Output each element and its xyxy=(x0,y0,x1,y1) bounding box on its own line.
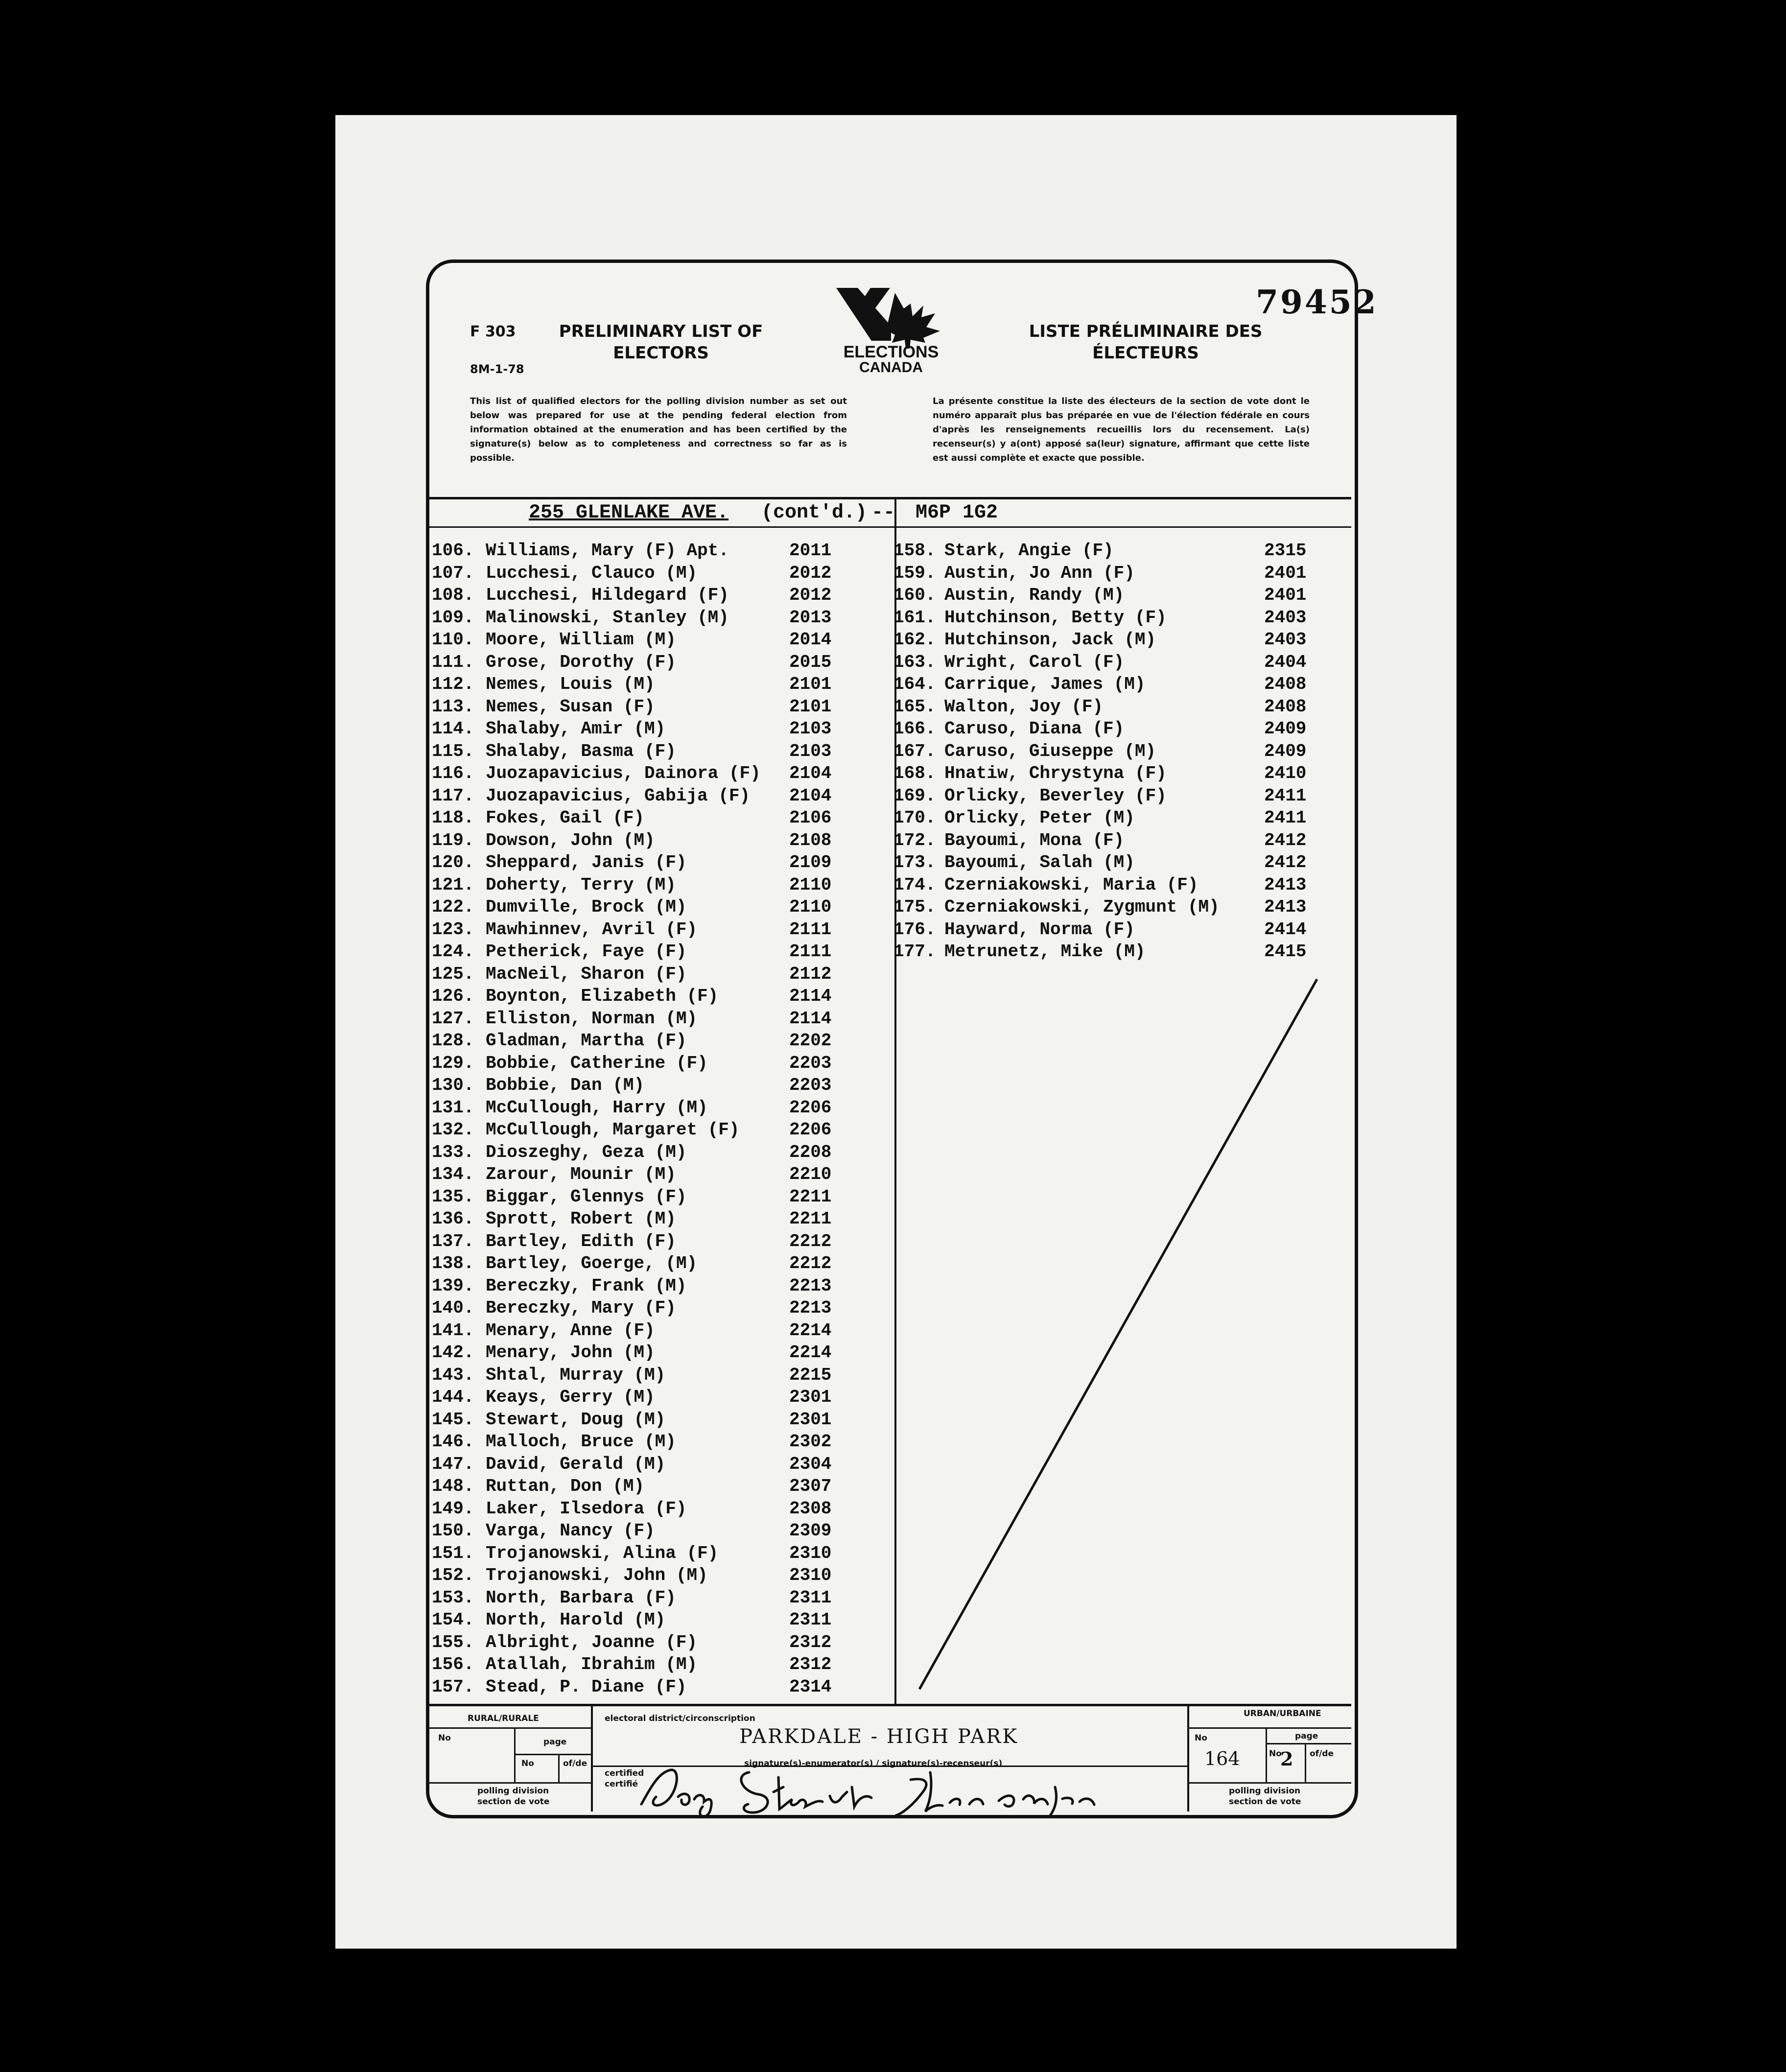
elector-apartment: 2311 xyxy=(789,1587,832,1608)
street-underline-rule xyxy=(429,526,1351,528)
elector-name: Ruttan, Don (M) xyxy=(486,1476,645,1496)
elector-name: Fokes, Gail (F) xyxy=(486,808,645,828)
elector-apartment: 2104 xyxy=(789,763,832,783)
footer-rule-1 xyxy=(429,1727,591,1729)
elector-apartment: 2112 xyxy=(789,964,832,984)
elector-apartment: 2414 xyxy=(1264,919,1307,940)
elector-apartment: 2304 xyxy=(789,1454,832,1474)
elector-apartment: 2403 xyxy=(1264,607,1307,628)
elector-apartment: 2110 xyxy=(789,874,832,895)
elector-apartment: 2311 xyxy=(789,1610,832,1630)
elector-apartment: 2104 xyxy=(789,785,832,806)
elector-name: Keays, Gerry (M) xyxy=(486,1387,655,1407)
polling-division-number: 164 xyxy=(1204,1748,1240,1769)
elector-apartment: 2312 xyxy=(789,1632,832,1652)
elector-number: 135. xyxy=(432,1186,474,1207)
elector-number: 149. xyxy=(432,1498,474,1519)
elector-number: 118. xyxy=(432,808,474,828)
elector-number: 134. xyxy=(432,1164,474,1184)
logo-x-mark xyxy=(836,288,891,341)
rural-page-no-label: No xyxy=(521,1759,534,1768)
elector-apartment: 2404 xyxy=(1264,652,1307,672)
elector-apartment: 2214 xyxy=(789,1320,832,1341)
elector-number: 113. xyxy=(432,696,474,717)
urban-page-label: page xyxy=(1295,1731,1318,1741)
urban-page-no-label: No xyxy=(1269,1749,1282,1759)
elector-name: Stead, P. Diane (F) xyxy=(486,1676,687,1697)
elector-name: Sprott, Robert (M) xyxy=(486,1209,676,1229)
logo-line2: CANADA xyxy=(859,359,923,376)
elector-number: 176. xyxy=(893,919,936,940)
title-fr-line2: ÉLECTEURS xyxy=(1092,343,1199,363)
elector-apartment: 2212 xyxy=(789,1231,832,1251)
elector-apartment: 2013 xyxy=(789,607,832,628)
elector-apartment: 2408 xyxy=(1264,674,1307,694)
elector-number: 117. xyxy=(432,785,474,806)
elector-number: 120. xyxy=(432,852,474,872)
elector-name: Dioszeghy, Geza (M) xyxy=(486,1142,687,1162)
elector-name: Elliston, Norman (M) xyxy=(486,1008,698,1029)
elector-apartment: 2015 xyxy=(789,652,832,672)
elector-apartment: 2301 xyxy=(789,1387,832,1407)
elector-apartment: 2415 xyxy=(1264,942,1307,962)
elector-name: Zarour, Mounir (M) xyxy=(486,1164,676,1184)
elector-number: 116. xyxy=(432,763,474,783)
elector-name: Hnatiw, Chrystyna (F) xyxy=(944,763,1167,783)
elector-apartment: 2106 xyxy=(789,808,832,828)
elector-name: Grose, Dorothy (F) xyxy=(486,652,676,672)
elector-name: Caruso, Giuseppe (M) xyxy=(944,741,1156,761)
footer-divider-5 xyxy=(1266,1727,1267,1782)
elector-apartment: 2409 xyxy=(1264,741,1307,761)
elector-apartment: 2101 xyxy=(789,674,832,694)
list-bottom-rule xyxy=(429,1704,1351,1706)
elector-apartment: 2210 xyxy=(789,1164,832,1184)
elector-apartment: 2109 xyxy=(789,852,832,872)
form-code: F 303 xyxy=(470,323,516,340)
elector-apartment: 2410 xyxy=(1264,763,1307,783)
rural-section-label: section de vote xyxy=(477,1797,550,1807)
elector-number: 161. xyxy=(893,607,936,628)
elector-name: Mawhinnev, Avril (F) xyxy=(486,919,698,940)
elector-apartment: 2114 xyxy=(789,986,832,1006)
elector-number: 126. xyxy=(432,986,474,1006)
elector-apartment: 2203 xyxy=(789,1075,832,1095)
elector-number: 177. xyxy=(893,942,936,962)
elector-name: Austin, Randy (M) xyxy=(944,585,1125,605)
elector-name: Lucchesi, Hildegard (F) xyxy=(486,585,729,605)
elector-number: 140. xyxy=(432,1298,474,1318)
elector-number: 136. xyxy=(432,1209,474,1229)
logo-line1: ELECTIONS xyxy=(843,343,939,361)
urban-no-label: No xyxy=(1195,1733,1207,1743)
elector-apartment: 2401 xyxy=(1264,585,1307,605)
elector-number: 158. xyxy=(893,541,936,561)
urban-of-label: of/de xyxy=(1310,1749,1334,1759)
elector-number: 131. xyxy=(432,1097,474,1118)
elector-name: Lucchesi, Clauco (M) xyxy=(486,563,698,583)
enumerator-signatures xyxy=(636,1758,1126,1826)
elector-name: McCullough, Harry (M) xyxy=(486,1097,708,1118)
elector-name: Biggar, Glennys (F) xyxy=(486,1186,687,1207)
elector-number: 127. xyxy=(432,1008,474,1029)
elector-name: Hutchinson, Jack (M) xyxy=(944,630,1156,650)
elector-number: 112. xyxy=(432,674,474,694)
elector-name: Carrique, James (M) xyxy=(944,674,1146,694)
title-english xyxy=(548,321,774,364)
elector-number: 172. xyxy=(893,830,936,850)
postal-code: M6P 1G2 xyxy=(916,502,998,524)
elector-name: Shalaby, Amir (M) xyxy=(486,719,666,739)
elector-apartment: 2114 xyxy=(789,1008,832,1029)
elector-apartment: 2101 xyxy=(789,696,832,717)
elector-number: 146. xyxy=(432,1432,474,1452)
elector-apartment: 2014 xyxy=(789,630,832,650)
elector-apartment: 2012 xyxy=(789,563,832,583)
elector-number: 143. xyxy=(432,1365,474,1385)
header-dashes: -- xyxy=(871,502,895,524)
elector-number: 155. xyxy=(432,1632,474,1652)
elector-number: 169. xyxy=(893,785,936,806)
elector-name: Boynton, Elizabeth (F) xyxy=(486,986,719,1006)
elector-name: Petherick, Faye (F) xyxy=(486,942,687,962)
footer-rule-2 xyxy=(1187,1727,1351,1729)
elector-name: North, Barbara (F) xyxy=(486,1587,676,1608)
footer-rule-6 xyxy=(514,1754,591,1755)
intro-french: La présente constitue la liste des électeurs de la section de vote dont le numéro apparaît plus bas préparée en vue de l'élection fédérale en cours d'après les renseignements recueillis lors du recensement. La(s) recenseur(s) y a(ont) apposé sa(leur) signature, affirmant que cette liste est aussi complète et exacte que possible. xyxy=(933,396,1310,463)
rural-of-label: of/de xyxy=(563,1759,587,1768)
elector-number: 108. xyxy=(432,585,474,605)
elector-apartment: 2310 xyxy=(789,1565,832,1585)
elector-name: Stark, Angie (F) xyxy=(944,541,1114,561)
street-address: 255 GLENLAKE AVE. xyxy=(529,502,729,524)
elector-number: 168. xyxy=(893,763,936,783)
elector-apartment: 2111 xyxy=(789,919,832,940)
elector-apartment: 2413 xyxy=(1264,897,1307,917)
elector-apartment: 2111 xyxy=(789,942,832,962)
elector-name: Sheppard, Janis (F) xyxy=(486,852,687,872)
elector-name: MacNeil, Sharon (F) xyxy=(486,964,687,984)
elector-apartment: 2012 xyxy=(789,585,832,605)
elector-number: 170. xyxy=(893,808,936,828)
elector-name: Varga, Nancy (F) xyxy=(486,1521,655,1541)
elector-number: 150. xyxy=(432,1521,474,1541)
elector-apartment: 2312 xyxy=(789,1654,832,1674)
elector-number: 148. xyxy=(432,1476,474,1496)
logo-maple-leaf xyxy=(886,293,940,349)
elector-name: Albright, Joanne (F) xyxy=(486,1632,698,1652)
elector-name: Caruso, Diana (F) xyxy=(944,719,1125,739)
elector-name: Orlicky, Beverley (F) xyxy=(944,785,1167,806)
elector-name: Bayoumi, Salah (M) xyxy=(944,852,1135,872)
elector-name: McCullough, Margaret (F) xyxy=(486,1120,740,1140)
elector-name: Czerniakowski, Zygmunt (M) xyxy=(944,897,1220,917)
elector-number: 173. xyxy=(893,852,936,872)
elector-name: Nemes, Louis (M) xyxy=(486,674,655,694)
rural-no-label: No xyxy=(438,1733,451,1743)
certified-label: certified xyxy=(605,1768,644,1778)
elector-number: 152. xyxy=(432,1565,474,1585)
footer-divider-4 xyxy=(558,1754,560,1782)
elector-apartment: 2408 xyxy=(1264,696,1307,717)
elector-name: Hayward, Norma (F) xyxy=(944,919,1135,940)
elector-number: 157. xyxy=(432,1676,474,1697)
elector-apartment: 2302 xyxy=(789,1432,832,1452)
elector-apartment: 2411 xyxy=(1264,785,1307,806)
footer-divider-1 xyxy=(591,1704,593,1812)
footer-rule-5 xyxy=(1187,1782,1351,1784)
elector-name: Bartley, Edith (F) xyxy=(486,1231,676,1251)
elector-name: Metrunetz, Mike (M) xyxy=(944,942,1146,962)
elector-number: 132. xyxy=(432,1120,474,1140)
elector-number: 138. xyxy=(432,1253,474,1273)
footer-rule-4 xyxy=(429,1782,591,1784)
elector-number: 115. xyxy=(432,741,474,761)
elector-name: Bobbie, Dan (M) xyxy=(486,1075,645,1095)
form-date: 8M-1-78 xyxy=(470,362,524,376)
elector-apartment: 2214 xyxy=(789,1342,832,1363)
elector-name: Dumville, Brock (M) xyxy=(486,897,687,917)
footer-divider-2 xyxy=(1187,1704,1189,1812)
elector-apartment: 2409 xyxy=(1264,719,1307,739)
elector-number: 153. xyxy=(432,1587,474,1608)
elector-number: 165. xyxy=(893,696,936,717)
elector-number: 163. xyxy=(893,652,936,672)
elector-apartment: 2401 xyxy=(1264,563,1307,583)
title-fr-line1: LISTE PRÉLIMINAIRE DES xyxy=(1029,322,1263,341)
title-en-line1: PRELIMINARY LIST OF xyxy=(559,322,763,341)
elector-name: Stewart, Doug (M) xyxy=(486,1409,666,1430)
elector-name: Shalaby, Basma (F) xyxy=(486,741,676,761)
urban-label: URBAN/URBAINE xyxy=(1244,1709,1321,1719)
elector-apartment: 2215 xyxy=(789,1365,832,1385)
elector-apartment: 2308 xyxy=(789,1498,832,1519)
elector-apartment: 2307 xyxy=(789,1476,832,1496)
elector-apartment: 2213 xyxy=(789,1298,832,1318)
elector-name: Menary, John (M) xyxy=(486,1342,655,1363)
elector-number: 141. xyxy=(432,1320,474,1341)
elector-number: 139. xyxy=(432,1275,474,1296)
elector-apartment: 2202 xyxy=(789,1031,832,1051)
elector-name: Bereczky, Mary (F) xyxy=(486,1298,676,1318)
elector-apartment: 2208 xyxy=(789,1142,832,1162)
elector-name: Shtal, Murray (M) xyxy=(486,1365,666,1385)
elector-apartment: 2411 xyxy=(1264,808,1307,828)
elector-name: Austin, Jo Ann (F) xyxy=(944,563,1135,583)
elector-apartment: 2203 xyxy=(789,1053,832,1073)
elector-number: 167. xyxy=(893,741,936,761)
elector-name: Laker, Ilsedora (F) xyxy=(486,1498,687,1519)
intro-english: This list of qualified electors for the polling division number as set out below was prepared for use at the pending federal election from information obtained at the enumeration and has been certified by the signature(s) below as to completeness and correctness so far as is possible. xyxy=(470,396,847,463)
elector-apartment: 2108 xyxy=(789,830,832,850)
footer-divider-6 xyxy=(1305,1743,1306,1782)
elector-apartment: 2315 xyxy=(1264,541,1307,561)
rural-page-label: page xyxy=(543,1737,567,1747)
elector-number: 119. xyxy=(432,830,474,850)
elector-name: Malloch, Bruce (M) xyxy=(486,1432,676,1452)
elector-name: Atallah, Ibrahim (M) xyxy=(486,1654,698,1674)
cancellation-line xyxy=(911,974,1327,1699)
urban-section-label: section de vote xyxy=(1229,1797,1301,1807)
elector-name: Juozapavicius, Gabija (F) xyxy=(486,785,751,806)
district-label: electoral district/circonscription xyxy=(605,1714,755,1723)
elector-apartment: 2103 xyxy=(789,741,832,761)
elector-number: 114. xyxy=(432,719,474,739)
elector-apartment: 2212 xyxy=(789,1253,832,1273)
elector-number: 144. xyxy=(432,1387,474,1407)
elector-apartment: 2211 xyxy=(789,1209,832,1229)
elector-number: 110. xyxy=(432,630,474,650)
elector-apartment: 2310 xyxy=(789,1543,832,1563)
elector-number: 123. xyxy=(432,919,474,940)
certifie-label: certifié xyxy=(605,1779,638,1789)
elector-number: 130. xyxy=(432,1075,474,1095)
elector-apartment: 2403 xyxy=(1264,630,1307,650)
elector-number: 151. xyxy=(432,1543,474,1563)
elector-apartment: 2309 xyxy=(789,1521,832,1541)
district-name: PARKDALE - HIGH PARK xyxy=(739,1725,1019,1748)
elector-number: 174. xyxy=(893,874,936,895)
elector-name: Orlicky, Peter (M) xyxy=(944,808,1135,828)
rural-label: RURAL/RURALE xyxy=(468,1714,539,1723)
elector-name: Williams, Mary (F) Apt. xyxy=(486,541,729,561)
elector-name: Bartley, Goerge, (M) xyxy=(486,1253,698,1273)
elector-number: 162. xyxy=(893,630,936,650)
elector-number: 122. xyxy=(432,897,474,917)
elector-name: Bayoumi, Mona (F) xyxy=(944,830,1125,850)
elector-apartment: 2211 xyxy=(789,1186,832,1207)
elector-name: Walton, Joy (F) xyxy=(944,696,1104,717)
page-number: 2 xyxy=(1280,1748,1293,1770)
elector-apartment: 2011 xyxy=(789,541,832,561)
elector-number: 129. xyxy=(432,1053,474,1073)
serial-number: 79452 xyxy=(1256,283,1378,321)
elector-name: Czerniakowski, Maria (F) xyxy=(944,874,1198,895)
elector-number: 166. xyxy=(893,719,936,739)
elections-canada-logo xyxy=(832,283,950,376)
elector-number: 106. xyxy=(432,541,474,561)
signature-label: signature(s)-enumerator(s) / signature(s)-recenseur(s) xyxy=(744,1759,1003,1768)
footer-rule-7 xyxy=(1266,1743,1351,1744)
elector-name: Bereczky, Frank (M) xyxy=(486,1275,687,1296)
elector-number: 145. xyxy=(432,1409,474,1430)
title-french xyxy=(994,321,1297,364)
elector-name: Juozapavicius, Dainora (F) xyxy=(486,763,761,783)
elector-apartment: 2314 xyxy=(789,1676,832,1697)
elector-number: 109. xyxy=(432,607,474,628)
elector-number: 133. xyxy=(432,1142,474,1162)
elector-number: 111. xyxy=(432,652,474,672)
elector-name: Hutchinson, Betty (F) xyxy=(944,607,1167,628)
elector-apartment: 2413 xyxy=(1264,874,1307,895)
elector-name: Nemes, Susan (F) xyxy=(486,696,655,717)
elector-apartment: 2206 xyxy=(789,1097,832,1118)
elector-number: 121. xyxy=(432,874,474,895)
elector-name: Wright, Carol (F) xyxy=(944,652,1125,672)
elector-name: Malinowski, Stanley (M) xyxy=(486,607,729,628)
elector-apartment: 2103 xyxy=(789,719,832,739)
rural-polling-label: polling division xyxy=(477,1786,549,1796)
elector-number: 125. xyxy=(432,964,474,984)
list-top-rule xyxy=(429,497,1351,499)
elector-number: 128. xyxy=(432,1031,474,1051)
elector-name: Menary, Anne (F) xyxy=(486,1320,655,1341)
elector-number: 164. xyxy=(893,674,936,694)
elector-number: 156. xyxy=(432,1654,474,1674)
title-en-line2: ELECTORS xyxy=(613,343,709,363)
elector-number: 147. xyxy=(432,1454,474,1474)
elector-name: Bobbie, Catherine (F) xyxy=(486,1053,708,1073)
elector-name: Gladman, Martha (F) xyxy=(486,1031,687,1051)
elector-apartment: 2412 xyxy=(1264,830,1307,850)
elector-apartment: 2206 xyxy=(789,1120,832,1140)
elector-name: Dowson, John (M) xyxy=(486,830,655,850)
elector-name: Trojanowski, Alina (F) xyxy=(486,1543,719,1563)
elector-number: 107. xyxy=(432,563,474,583)
elector-number: 175. xyxy=(893,897,936,917)
elector-name: Moore, William (M) xyxy=(486,630,676,650)
elector-number: 154. xyxy=(432,1610,474,1630)
elector-name: Trojanowski, John (M) xyxy=(486,1565,708,1585)
elector-name: David, Gerald (M) xyxy=(486,1454,666,1474)
elector-number: 159. xyxy=(893,563,936,583)
elector-number: 142. xyxy=(432,1342,474,1363)
continued-label: (cont'd.) xyxy=(761,502,868,524)
elector-name: North, Harold (M) xyxy=(486,1610,666,1630)
elector-apartment: 2412 xyxy=(1264,852,1307,872)
elector-number: 160. xyxy=(893,585,936,605)
urban-polling-label: polling division xyxy=(1229,1786,1301,1796)
elector-apartment: 2213 xyxy=(789,1275,832,1296)
elector-number: 124. xyxy=(432,942,474,962)
elector-name: Doherty, Terry (M) xyxy=(486,874,676,895)
elector-apartment: 2301 xyxy=(789,1409,832,1430)
elector-number: 137. xyxy=(432,1231,474,1251)
elector-apartment: 2110 xyxy=(789,897,832,917)
